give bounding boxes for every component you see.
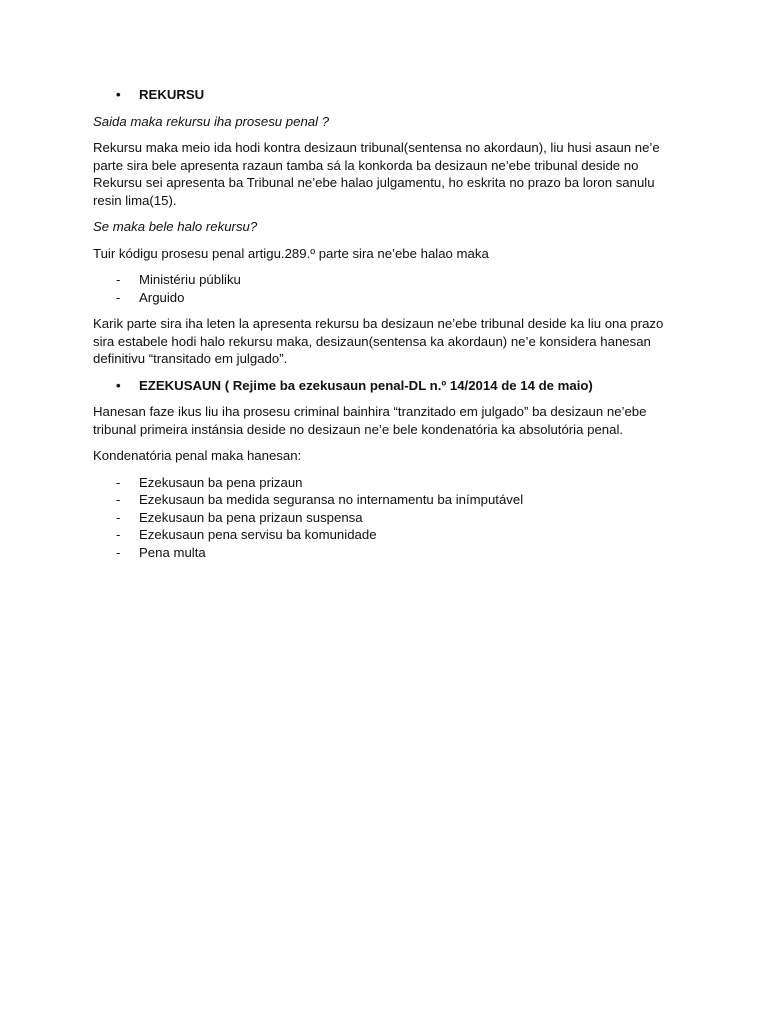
question-who-can-appeal: Se maka bele halo rekursu? (93, 219, 258, 234)
paragraph-kondenatoria-intro: Kondenatória penal maka hanesan: (93, 448, 302, 463)
bullet-icon: • (116, 87, 121, 102)
list-item-label: Ministériu públiku (139, 272, 241, 287)
penalties-list (93, 474, 683, 562)
list-item-label: Ezekusaun ba medida seguransa no internamentu ba inímputável (139, 492, 524, 507)
document-body (93, 86, 683, 570)
dash-marker: - (116, 272, 121, 287)
dash-marker: - (116, 492, 121, 507)
paragraph-ezekusaun-definition: Hanesan faze ikus liu iha prosesu criminal bainhira “tranzitado em julgado” ba desizaun ne’ebe tribunal primeira instánsia deside no desizaun ne’e bele kondenatória ka absolutória penal. (93, 404, 647, 437)
section-heading-rekursu (93, 86, 683, 104)
dash-marker: - (116, 527, 121, 542)
list-item (93, 474, 683, 492)
list-item (93, 544, 683, 562)
paragraph-legal-basis: Tuir kódigu prosesu penal artigu.289.º parte sira ne’ebe halao maka (93, 245, 489, 261)
dash-marker: - (116, 544, 121, 560)
bullet-icon: • (116, 377, 121, 393)
paragraph-transitado: Karik parte sira iha leten la apresenta rekursu ba desizaun ne’ebe tribunal deside ka liu ona prazo sira estabele hodi halo rekursu maka, desizaun(sentensa ka akordaun) ne’e konsidera hanesan definitivu “transitado em julgado”. (93, 316, 664, 366)
paragraph-rekursu-definition: Rekursu maka meio ida hodi kontra desizaun tribunal(sentensa no akordaun), liu husi asaun ne’e parte sira bele apresenta razaun tamba sá la konkorda ba desizaun ne’ebe tribunal deside no Rekursu sei apresenta ba Tribunal ne’ebe halao julgamentu, ho eskrita no prazo ba loron sanulu resin lima(15). (93, 140, 660, 208)
dash-marker: - (116, 474, 121, 490)
list-item-label: Ezekusaun ba pena prizaun (139, 474, 303, 490)
list-item-label: Arguido (139, 289, 185, 305)
heading-text: EZEKUSAUN ( Rejime ba ezekusaun penal-DL n.º 14/2014 de 14 de maio) (139, 377, 593, 393)
list-item (93, 491, 683, 509)
list-item (93, 509, 683, 527)
list-item (93, 526, 683, 544)
list-item-label: Ezekusaun pena servisu ba komunidade (139, 527, 377, 542)
question-what-is-rekursu: Saida maka rekursu iha prosesu penal ? (93, 113, 330, 129)
dash-marker: - (116, 289, 121, 305)
list-item (93, 289, 683, 307)
parties-list (93, 271, 683, 306)
heading-text: REKURSU (139, 87, 205, 102)
list-item-label: Pena multa (139, 544, 206, 560)
dash-marker: - (116, 509, 121, 525)
section-heading-ezekusaun (93, 377, 683, 395)
list-item (93, 271, 683, 289)
list-item-label: Ezekusaun ba pena prizaun suspensa (139, 509, 363, 525)
